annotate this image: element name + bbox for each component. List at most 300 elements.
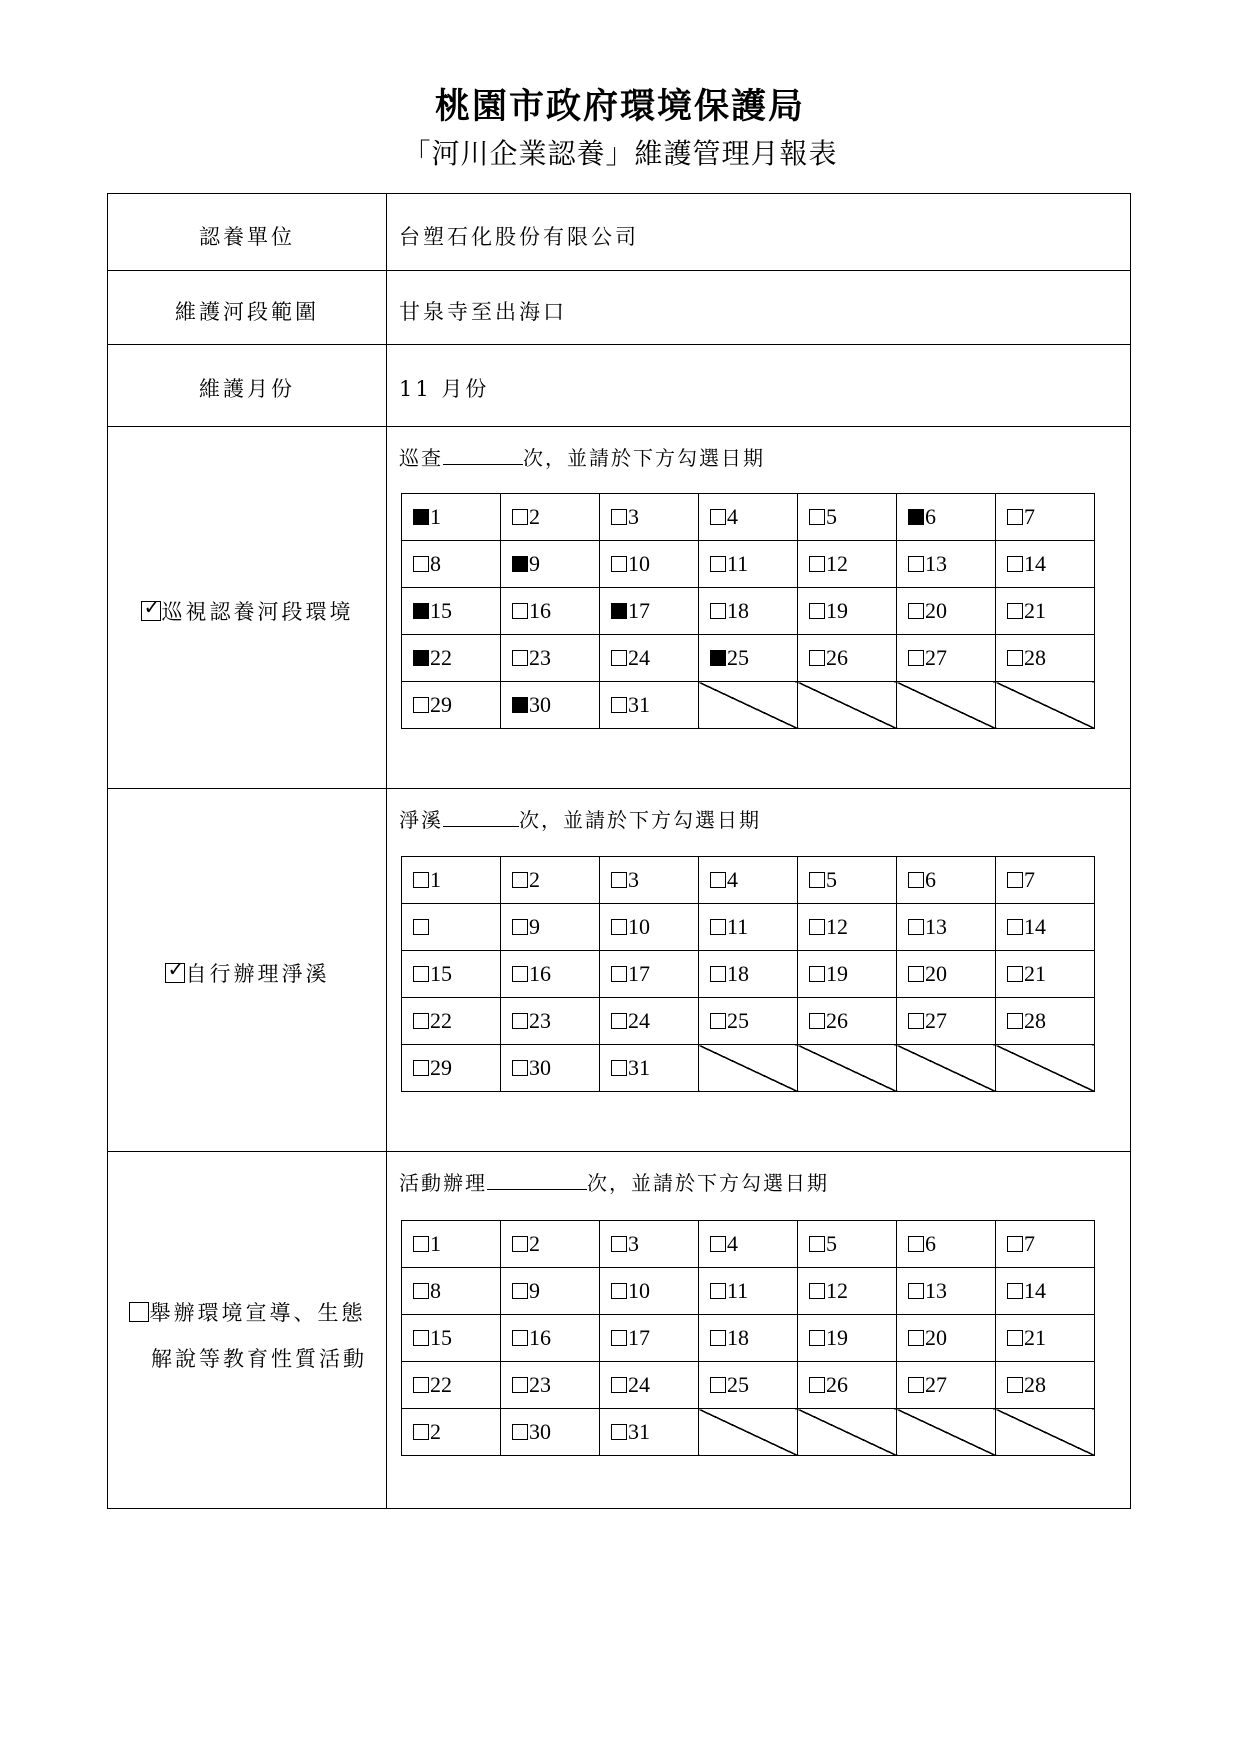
checkbox-icon[interactable] <box>908 919 924 935</box>
checked-box-icon[interactable] <box>413 650 429 666</box>
date-number: 30 <box>529 1419 551 1444</box>
checkbox-icon[interactable] <box>512 509 528 525</box>
date-cell[interactable] <box>501 1315 600 1362</box>
date-number: 20 <box>925 1325 947 1350</box>
row-divider <box>108 344 1130 345</box>
date-cell[interactable] <box>600 588 699 635</box>
date-grid-row <box>402 857 1095 904</box>
checkbox-icon[interactable] <box>611 556 627 572</box>
date-cell[interactable] <box>798 904 897 951</box>
date-number: 28 <box>1024 1372 1046 1397</box>
date-number: 24 <box>628 1372 650 1397</box>
date-cell[interactable] <box>897 951 996 998</box>
date-cell[interactable] <box>600 1315 699 1362</box>
date-number: 29 <box>430 1055 452 1080</box>
checkbox-icon[interactable] <box>908 1377 924 1393</box>
count-blank[interactable] <box>487 1167 587 1190</box>
checkbox-icon[interactable] <box>611 872 627 888</box>
date-number: 9 <box>529 551 540 576</box>
date-number: 28 <box>1024 645 1046 670</box>
date-cell[interactable] <box>996 1221 1095 1268</box>
checkbox-icon[interactable] <box>1007 1377 1023 1393</box>
date-cell[interactable] <box>897 1362 996 1409</box>
date-cell[interactable] <box>600 1221 699 1268</box>
date-cell[interactable] <box>798 951 897 998</box>
checkbox-icon[interactable] <box>908 1283 924 1299</box>
date-cell[interactable] <box>402 857 501 904</box>
date-number: 4 <box>727 504 738 529</box>
date-cell[interactable] <box>402 588 501 635</box>
date-number: 24 <box>628 1008 650 1033</box>
checkbox-icon[interactable] <box>809 556 825 572</box>
date-number: 2 <box>430 1419 441 1444</box>
date-number: 20 <box>925 598 947 623</box>
checkbox-icon[interactable] <box>710 872 726 888</box>
date-grid-row <box>402 541 1095 588</box>
date-cell[interactable] <box>501 998 600 1045</box>
date-cell[interactable] <box>600 951 699 998</box>
date-number: 26 <box>826 645 848 670</box>
date-number: 21 <box>1024 961 1046 986</box>
date-number: 19 <box>826 961 848 986</box>
date-number: 18 <box>727 961 749 986</box>
date-cell[interactable] <box>996 998 1095 1045</box>
date-cell[interactable] <box>699 998 798 1045</box>
date-number: 23 <box>529 1372 551 1397</box>
checkbox-icon[interactable] <box>1007 1330 1023 1346</box>
checkbox-icon[interactable] <box>1007 1236 1023 1252</box>
checkbox-icon[interactable] <box>809 919 825 935</box>
checkbox-icon[interactable] <box>512 603 528 619</box>
date-cell[interactable] <box>501 951 600 998</box>
checkbox-icon[interactable] <box>512 1236 528 1252</box>
date-cell[interactable] <box>501 1362 600 1409</box>
date-number: 13 <box>925 1278 947 1303</box>
date-number: 17 <box>628 598 650 623</box>
checkbox-icon[interactable] <box>512 1330 528 1346</box>
checkbox-icon[interactable] <box>611 509 627 525</box>
checkbox-icon[interactable] <box>1007 603 1023 619</box>
section-cleanup-checkbox[interactable] <box>165 957 188 983</box>
checkbox-icon[interactable] <box>413 1424 429 1440</box>
date-cell[interactable] <box>996 1362 1095 1409</box>
date-cell[interactable] <box>600 1045 699 1092</box>
checkbox-icon[interactable] <box>512 1283 528 1299</box>
checkbox-icon[interactable] <box>809 1013 825 1029</box>
checkbox-icon[interactable] <box>710 1013 726 1029</box>
date-cell[interactable] <box>699 635 798 682</box>
empty-date-cell <box>798 1045 897 1092</box>
date-cell[interactable] <box>699 904 798 951</box>
date-number: 22 <box>430 645 452 670</box>
checkbox-icon[interactable] <box>1007 919 1023 935</box>
date-number: 5 <box>826 867 837 892</box>
date-cell[interactable] <box>798 541 897 588</box>
date-cell[interactable] <box>996 494 1095 541</box>
date-number: 10 <box>628 914 650 939</box>
checkbox-icon[interactable] <box>611 1330 627 1346</box>
date-number: 30 <box>529 1055 551 1080</box>
checkbox-icon[interactable] <box>413 1013 429 1029</box>
date-cell[interactable] <box>897 588 996 635</box>
checkbox-icon[interactable] <box>611 1283 627 1299</box>
date-cell[interactable] <box>996 951 1095 998</box>
date-number: 23 <box>529 645 551 670</box>
report-table <box>107 193 1131 1509</box>
checkbox-icon[interactable] <box>1007 1013 1023 1029</box>
date-cell[interactable] <box>402 1409 501 1456</box>
checkbox-icon[interactable] <box>413 1330 429 1346</box>
checkbox-icon[interactable] <box>1007 509 1023 525</box>
date-cell[interactable] <box>798 1315 897 1362</box>
section-activity-prompt <box>399 1167 829 1198</box>
row-divider <box>108 1151 1130 1152</box>
date-cell[interactable] <box>501 1045 600 1092</box>
checkbox-icon[interactable] <box>908 966 924 982</box>
empty-date-cell <box>699 682 798 729</box>
date-cell[interactable] <box>402 951 501 998</box>
prompt-suffix: 次，並請於下方勾選日期 <box>587 1171 829 1195</box>
date-number: 2 <box>529 867 540 892</box>
checkbox-icon[interactable] <box>710 509 726 525</box>
date-cell[interactable] <box>501 635 600 682</box>
date-grid-patrol <box>401 493 1095 729</box>
checkbox-icon[interactable] <box>1007 556 1023 572</box>
checkbox-icon[interactable] <box>512 1013 528 1029</box>
date-cell[interactable] <box>798 1221 897 1268</box>
date-grid-row <box>402 1409 1095 1456</box>
date-cell[interactable] <box>897 635 996 682</box>
checkbox-icon[interactable] <box>413 1377 429 1393</box>
date-grid-row <box>402 682 1095 729</box>
date-cell[interactable] <box>996 857 1095 904</box>
date-cell[interactable] <box>996 1268 1095 1315</box>
checked-box-icon[interactable] <box>611 603 627 619</box>
checkbox-icon[interactable] <box>413 966 429 982</box>
range-value: 甘泉寺至出海口 <box>399 300 567 324</box>
section-cleanup-label <box>108 951 386 997</box>
checkbox-icon[interactable] <box>710 1377 726 1393</box>
checked-box-icon[interactable] <box>512 697 528 713</box>
date-cell[interactable] <box>600 998 699 1045</box>
date-number: 17 <box>628 1325 650 1350</box>
date-number: 3 <box>628 867 639 892</box>
date-cell[interactable] <box>798 1268 897 1315</box>
date-number: 2 <box>529 1231 540 1256</box>
date-cell[interactable] <box>600 1362 699 1409</box>
prompt-prefix: 淨溪 <box>399 808 443 832</box>
date-number: 9 <box>529 1278 540 1303</box>
date-cell[interactable] <box>798 998 897 1045</box>
date-cell[interactable] <box>600 1268 699 1315</box>
date-number: 29 <box>430 692 452 717</box>
checked-box-icon[interactable] <box>710 650 726 666</box>
date-number: 24 <box>628 645 650 670</box>
checkbox-icon[interactable] <box>512 1377 528 1393</box>
checkbox-icon[interactable] <box>809 509 825 525</box>
date-cell[interactable] <box>600 682 699 729</box>
date-number: 8 <box>430 551 441 576</box>
date-cell[interactable] <box>600 904 699 951</box>
date-cell[interactable] <box>501 857 600 904</box>
date-cell[interactable] <box>600 635 699 682</box>
date-grid-cleanup <box>401 856 1095 1092</box>
checkbox-icon[interactable] <box>1007 872 1023 888</box>
date-cell[interactable] <box>798 857 897 904</box>
checkbox-icon[interactable] <box>710 966 726 982</box>
date-grid-row <box>402 588 1095 635</box>
date-number: 17 <box>628 961 650 986</box>
checked-box-icon[interactable] <box>413 509 429 525</box>
date-number: 12 <box>826 1278 848 1303</box>
count-blank[interactable] <box>443 442 523 465</box>
date-cell[interactable] <box>501 1409 600 1456</box>
date-number: 21 <box>1024 1325 1046 1350</box>
date-cell[interactable] <box>501 541 600 588</box>
date-cell[interactable] <box>699 1221 798 1268</box>
date-cell[interactable] <box>402 1268 501 1315</box>
date-number: 31 <box>628 1419 650 1444</box>
date-number: 7 <box>1024 504 1035 529</box>
date-number: 4 <box>727 867 738 892</box>
checkbox-icon[interactable] <box>1007 966 1023 982</box>
checkbox-icon[interactable] <box>908 1013 924 1029</box>
date-number: 23 <box>529 1008 551 1033</box>
date-cell[interactable] <box>402 682 501 729</box>
date-cell[interactable] <box>501 904 600 951</box>
checkbox-icon[interactable] <box>710 603 726 619</box>
checkbox-icon[interactable] <box>908 872 924 888</box>
date-grid-row <box>402 998 1095 1045</box>
checkbox-icon[interactable] <box>710 556 726 572</box>
date-number: 18 <box>727 1325 749 1350</box>
checkbox-icon[interactable] <box>611 1060 627 1076</box>
date-cell[interactable] <box>501 588 600 635</box>
date-cell[interactable] <box>699 541 798 588</box>
checkbox-icon[interactable] <box>710 1283 726 1299</box>
checkbox-icon[interactable] <box>413 697 429 713</box>
date-number: 4 <box>727 1231 738 1256</box>
checkbox-icon[interactable] <box>710 919 726 935</box>
section-patrol-label-text: 巡視認養河段環境 <box>161 600 354 624</box>
date-number: 2 <box>529 504 540 529</box>
date-cell[interactable] <box>600 1409 699 1456</box>
date-cell[interactable] <box>996 1315 1095 1362</box>
checkmark-icon: ✓ <box>143 595 164 619</box>
section-patrol-checkbox[interactable] <box>141 595 164 621</box>
section-activity-label <box>108 1290 386 1382</box>
date-cell[interactable] <box>402 1315 501 1362</box>
date-number: 6 <box>925 867 936 892</box>
date-number: 1 <box>430 504 441 529</box>
checkbox-icon[interactable] <box>1007 1283 1023 1299</box>
date-number: 11 <box>727 914 749 939</box>
checkbox-icon[interactable] <box>413 556 429 572</box>
date-cell[interactable] <box>699 494 798 541</box>
date-number: 14 <box>1024 1278 1046 1303</box>
checkbox-icon[interactable] <box>512 1424 528 1440</box>
checkbox-icon[interactable] <box>809 966 825 982</box>
date-number: 13 <box>925 551 947 576</box>
date-cell[interactable] <box>402 1221 501 1268</box>
date-cell[interactable] <box>600 857 699 904</box>
date-grid-row <box>402 1221 1095 1268</box>
checkbox-icon[interactable] <box>611 966 627 982</box>
checkbox-icon[interactable] <box>512 919 528 935</box>
date-cell[interactable] <box>897 857 996 904</box>
date-cell[interactable] <box>897 904 996 951</box>
checkbox-icon[interactable] <box>809 1377 825 1393</box>
document-subtitle: 「河川企業認養」維護管理月報表 <box>402 137 838 170</box>
checked-box-icon[interactable] <box>908 509 924 525</box>
checkbox-icon[interactable] <box>512 650 528 666</box>
date-cell[interactable] <box>501 494 600 541</box>
empty-date-cell <box>897 1045 996 1092</box>
prompt-prefix: 活動辦理 <box>399 1171 487 1195</box>
date-cell[interactable] <box>897 541 996 588</box>
checkbox-icon[interactable] <box>611 697 627 713</box>
checkbox-icon[interactable] <box>611 650 627 666</box>
column-divider <box>386 194 387 1508</box>
date-number: 15 <box>430 961 452 986</box>
date-cell[interactable] <box>402 1362 501 1409</box>
date-number: 1 <box>430 867 441 892</box>
date-cell[interactable] <box>402 494 501 541</box>
checkbox-icon[interactable] <box>512 966 528 982</box>
date-number: 26 <box>826 1372 848 1397</box>
date-cell[interactable] <box>600 494 699 541</box>
date-cell[interactable] <box>402 541 501 588</box>
date-cell[interactable] <box>798 635 897 682</box>
date-cell[interactable] <box>897 1315 996 1362</box>
checked-box-icon[interactable] <box>413 603 429 619</box>
checkbox-icon[interactable] <box>809 650 825 666</box>
date-number: 15 <box>430 1325 452 1350</box>
checkbox-icon[interactable] <box>908 1330 924 1346</box>
date-number: 10 <box>628 551 650 576</box>
checkbox-icon[interactable] <box>413 1236 429 1252</box>
checkbox-icon[interactable] <box>710 1330 726 1346</box>
checkbox-icon[interactable] <box>611 1377 627 1393</box>
date-cell[interactable] <box>699 588 798 635</box>
unit-label: 認養單位 <box>199 225 295 249</box>
checked-box-icon[interactable] <box>512 556 528 572</box>
date-cell[interactable] <box>996 588 1095 635</box>
range-label: 維護河段範圍 <box>175 300 319 324</box>
section-activity-checkbox[interactable] <box>129 1302 149 1322</box>
checkbox-icon[interactable] <box>908 1236 924 1252</box>
count-blank[interactable] <box>443 804 519 827</box>
date-number: 26 <box>826 1008 848 1033</box>
date-number: 13 <box>925 914 947 939</box>
date-cell[interactable] <box>699 1362 798 1409</box>
date-number: 12 <box>826 914 848 939</box>
date-grid-row <box>402 951 1095 998</box>
empty-date-cell <box>699 1409 798 1456</box>
checkmark-icon: ✓ <box>167 957 188 981</box>
checkbox-icon[interactable] <box>809 1283 825 1299</box>
date-cell[interactable] <box>699 1268 798 1315</box>
checkbox-icon[interactable] <box>809 603 825 619</box>
date-cell[interactable] <box>699 951 798 998</box>
date-grid-row <box>402 494 1095 541</box>
date-cell[interactable] <box>897 1268 996 1315</box>
date-grid-row <box>402 1268 1095 1315</box>
date-number: 8 <box>430 1278 441 1303</box>
checkbox-icon[interactable] <box>908 603 924 619</box>
empty-date-cell <box>897 1409 996 1456</box>
checkbox-icon[interactable] <box>710 1236 726 1252</box>
date-number: 14 <box>1024 914 1046 939</box>
checkbox-icon[interactable] <box>512 1060 528 1076</box>
checkbox-icon[interactable] <box>512 872 528 888</box>
checkbox-icon[interactable] <box>908 556 924 572</box>
date-number: 3 <box>628 504 639 529</box>
date-number: 22 <box>430 1372 452 1397</box>
date-cell[interactable] <box>501 1221 600 1268</box>
date-cell[interactable] <box>897 998 996 1045</box>
date-cell[interactable] <box>501 1268 600 1315</box>
date-cell[interactable] <box>996 635 1095 682</box>
date-number: 21 <box>1024 598 1046 623</box>
date-grid-row <box>402 635 1095 682</box>
date-cell[interactable] <box>600 541 699 588</box>
date-cell[interactable] <box>897 494 996 541</box>
date-number: 19 <box>826 1325 848 1350</box>
empty-date-cell <box>798 1409 897 1456</box>
date-cell[interactable] <box>699 857 798 904</box>
date-cell[interactable] <box>996 904 1095 951</box>
date-cell[interactable] <box>798 1362 897 1409</box>
checkbox-icon[interactable] <box>413 1060 429 1076</box>
date-cell[interactable] <box>996 541 1095 588</box>
date-number: 31 <box>628 692 650 717</box>
date-cell[interactable] <box>798 588 897 635</box>
checkbox-icon[interactable] <box>809 1236 825 1252</box>
checkbox-icon[interactable] <box>611 1013 627 1029</box>
date-cell[interactable] <box>402 1045 501 1092</box>
date-cell[interactable] <box>402 904 501 951</box>
checkbox-icon[interactable] <box>413 872 429 888</box>
checkbox-icon[interactable] <box>809 1330 825 1346</box>
checkbox-icon[interactable] <box>611 1236 627 1252</box>
prompt-suffix: 次，並請於下方勾選日期 <box>523 446 765 470</box>
checkbox-icon[interactable] <box>413 1283 429 1299</box>
checkbox-icon[interactable] <box>1007 650 1023 666</box>
date-number: 16 <box>529 961 551 986</box>
date-number: 18 <box>727 598 749 623</box>
checkbox-icon[interactable] <box>611 1424 627 1440</box>
date-number: 1 <box>430 1231 441 1256</box>
date-cell[interactable] <box>798 494 897 541</box>
date-number: 27 <box>925 645 947 670</box>
date-number: 25 <box>727 1372 749 1397</box>
checkbox-icon[interactable] <box>809 872 825 888</box>
empty-date-cell <box>996 682 1095 729</box>
date-cell[interactable] <box>402 998 501 1045</box>
checkbox-icon[interactable] <box>908 650 924 666</box>
date-cell[interactable] <box>699 1315 798 1362</box>
date-cell[interactable] <box>897 1221 996 1268</box>
empty-date-cell <box>897 682 996 729</box>
empty-date-cell <box>996 1409 1095 1456</box>
empty-date-cell <box>996 1045 1095 1092</box>
checkbox-icon[interactable] <box>413 919 429 935</box>
date-number: 14 <box>1024 551 1046 576</box>
date-cell[interactable] <box>501 682 600 729</box>
checkbox-icon[interactable] <box>611 919 627 935</box>
date-cell[interactable] <box>402 635 501 682</box>
